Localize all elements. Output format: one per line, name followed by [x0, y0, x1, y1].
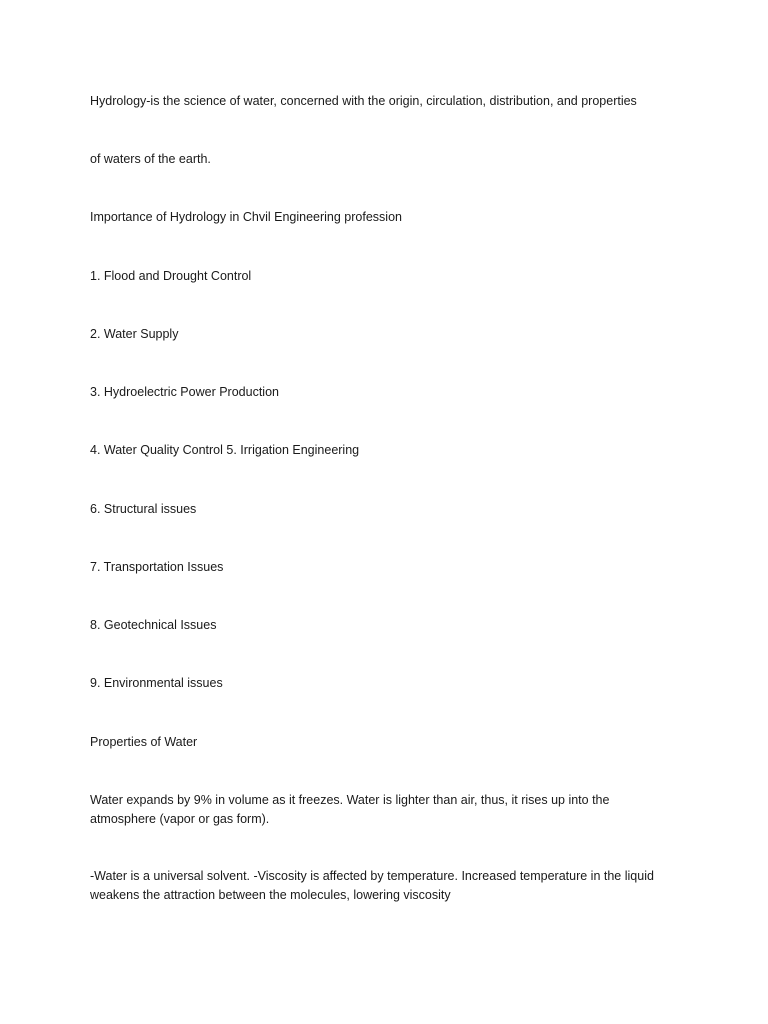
properties-heading: Properties of Water — [90, 735, 198, 749]
paragraph: Water expands by 9% in volume as it freezes. Water is lighter than air, thus, it rises up into the atmosphere (vapor or gas form). — [90, 793, 610, 826]
list-item: 7. Transportation Issues — [90, 560, 224, 574]
list-item: 6. Structural issues — [90, 502, 197, 516]
list-item: 4. Water Quality Control 5. Irrigation Engineering — [90, 443, 360, 457]
hydrology-definition-line-2: of waters of the earth. — [90, 152, 211, 166]
hydrology-definition-line-1: Hydrology-is the science of water, concerned with the origin, circulation, distribution, and properties — [90, 94, 637, 108]
list-item: 9. Environmental issues — [90, 676, 223, 690]
list-item: 8. Geotechnical Issues — [90, 618, 217, 632]
paragraph: -Water is a universal solvent. -Viscosity is affected by temperature. Increased temperature in the liquid weakens the attraction between the molecules, lowering viscosity — [90, 869, 654, 902]
list-item: 2. Water Supply — [90, 327, 179, 341]
list-item: 1. Flood and Drought Control — [90, 269, 252, 283]
list-item: 3. Hydroelectric Power Production — [90, 385, 279, 399]
importance-heading: Importance of Hydrology in Chvil Engineering profession — [90, 210, 402, 224]
